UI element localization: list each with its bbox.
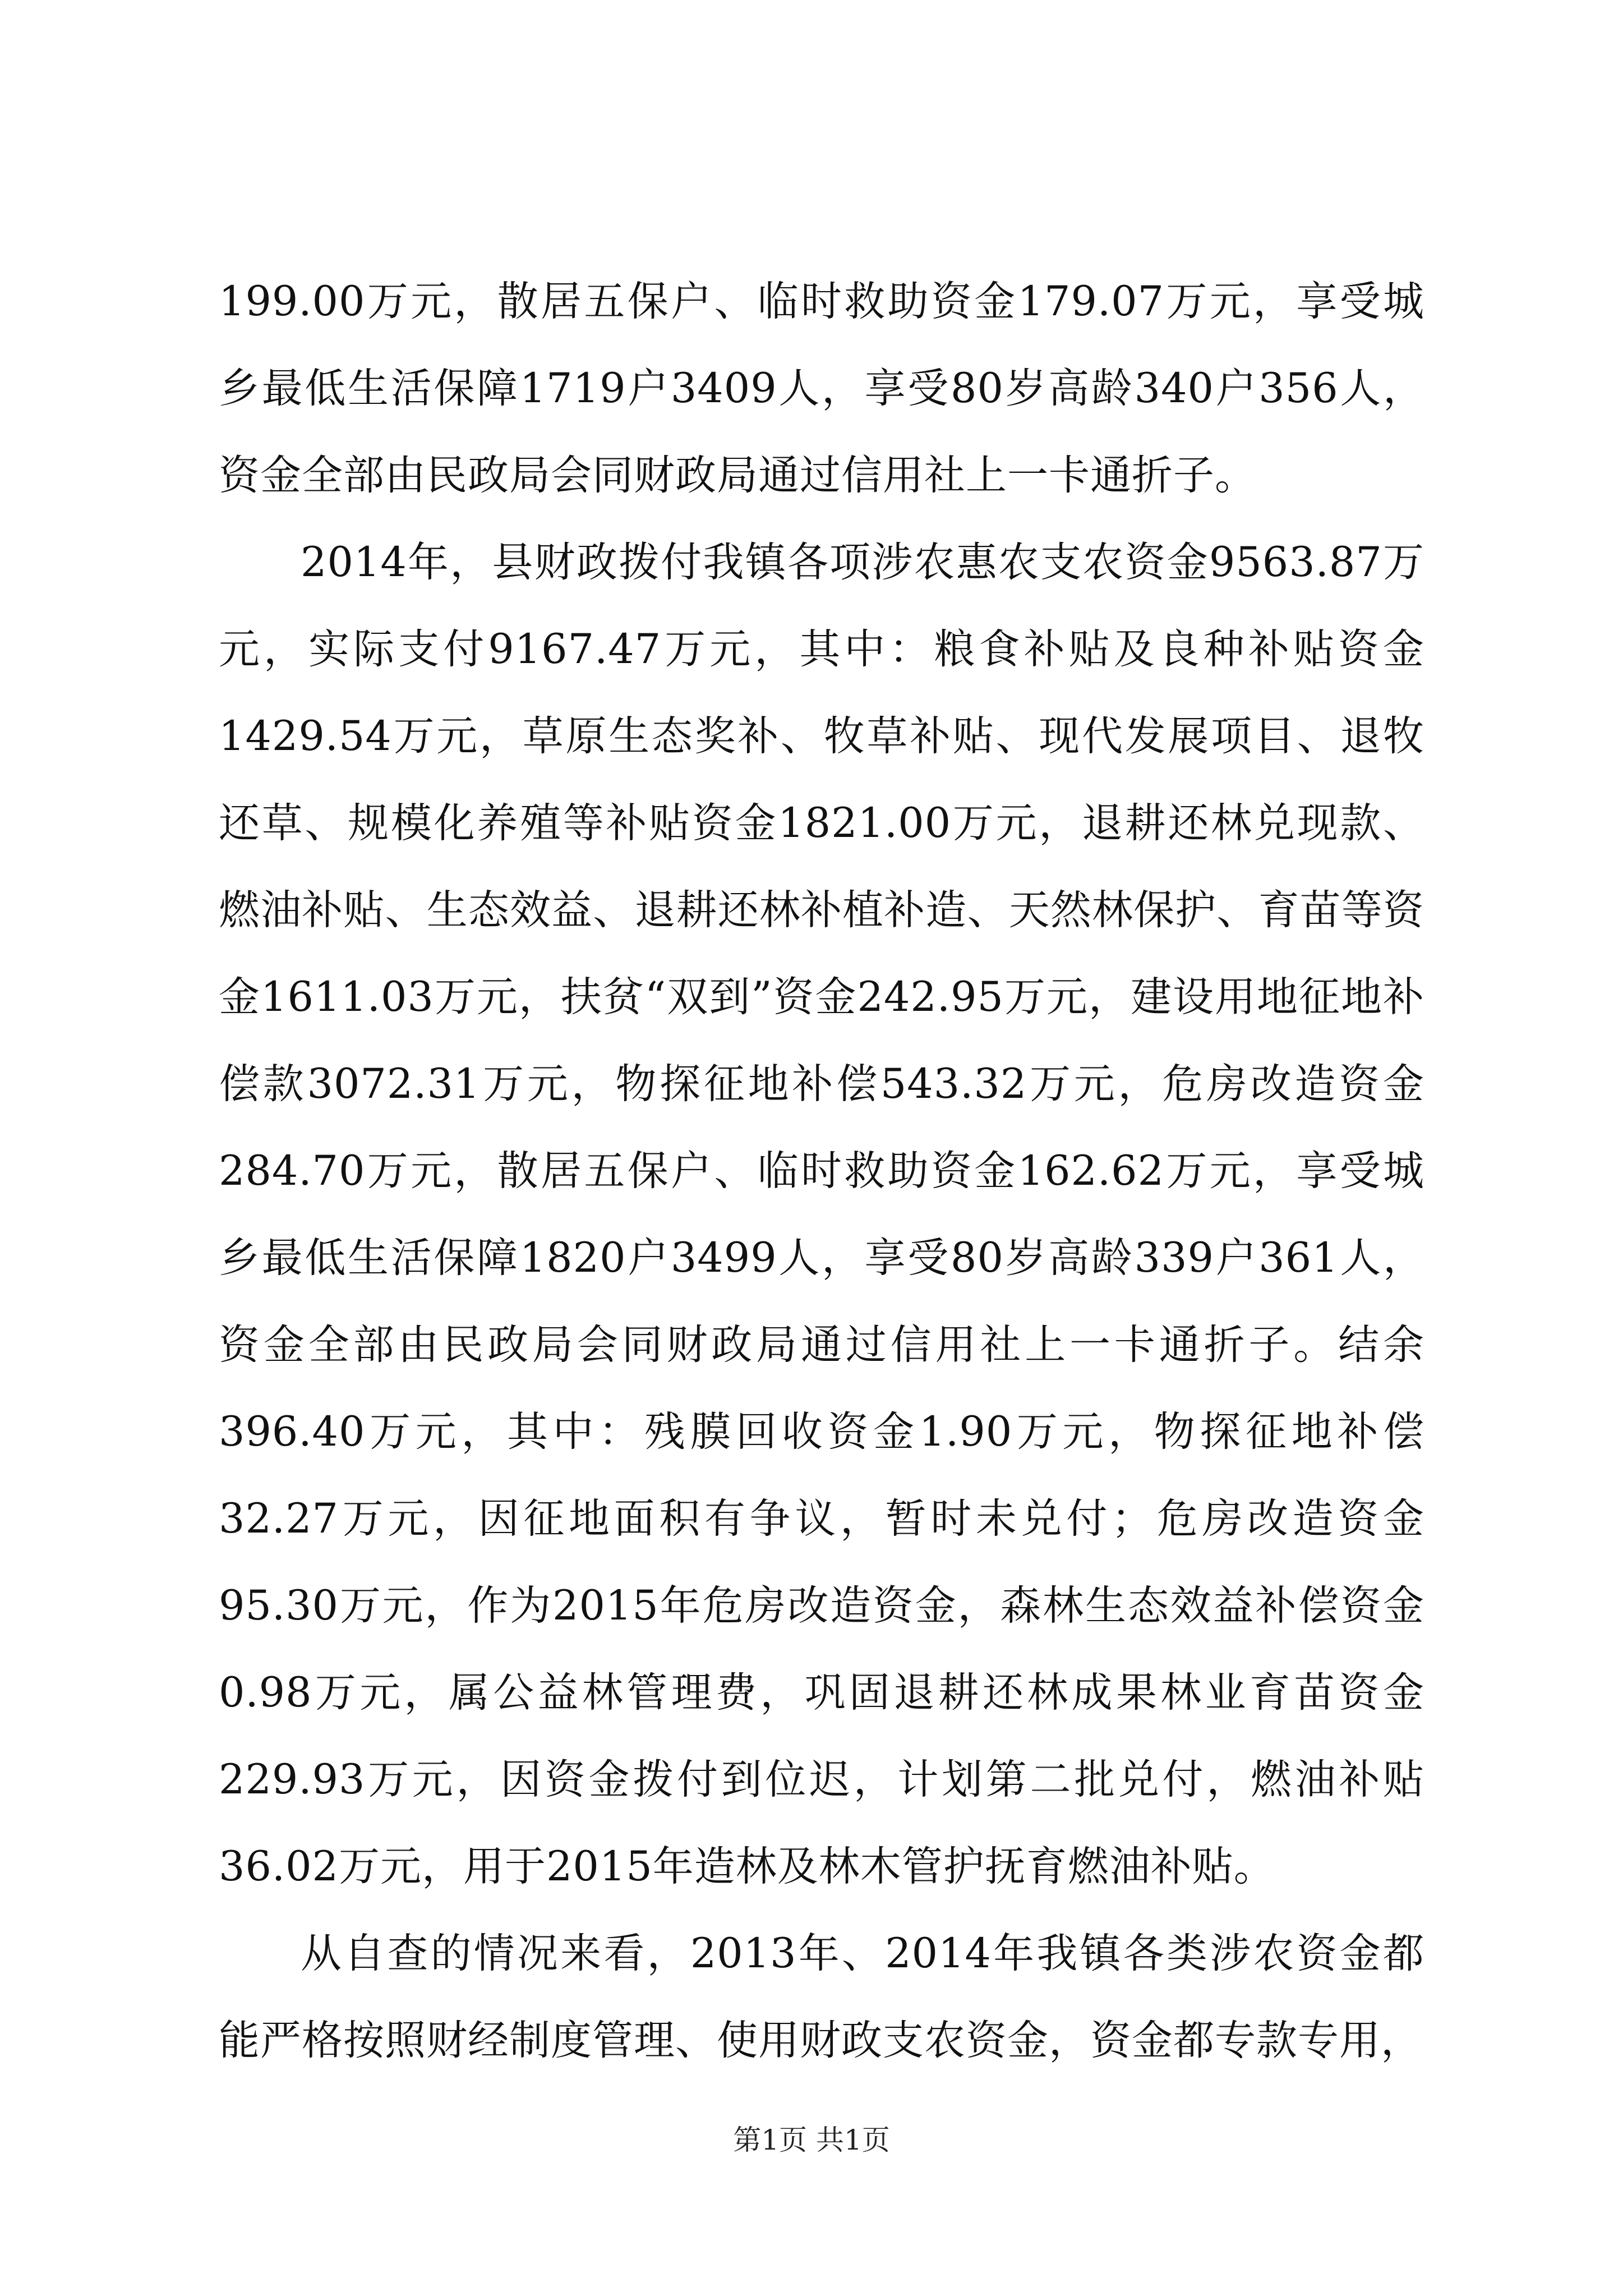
paragraph-continued: 199.00万元，散居五保户、临时救助资金179.07万元，享受城乡最低生活保障1719户3409人，享受80岁高龄340户356人，资金全部由民政局会同财政局通过信用社上一卡通折子。 — [219, 278, 1424, 499]
paragraph-self-inspection: 从自查的情况来看，2013年、2014年我镇各类涉农资金都能严格按照财经制度管理、使用财政支农资金，资金都专款专用， — [219, 1930, 1424, 2064]
page-footer: 第1页 共1页 — [733, 2124, 890, 2156]
paragraph-2014-funds: 2014年，县财政拨付我镇各项涉农惠农支农资金9563.87万元，实际支付9167.47万元，其中：粮食补贴及良种补贴资金1429.54万元，草原生态奖补、牧草补贴、现代发展项目、退牧还草、规模化养殖等补贴资金1821.00万元，退耕还林兑现款、燃油补贴、生态效益、退耕还林补植补造、天然林保护、育苗等资金1611.03万元，扶贫“双到”资金242.95万元，建设用地征地补偿款3072.31万元，物探征地补偿543.32万元，危房改造资金284.70万元，散居五保户、临时救助资金162.62万元，享受城乡最低生活保障1820户3499人，享受80岁高龄339户361人，资金全部由民政局会同财政局通过信用社上一卡通折子。结余396.40万元，其中：残膜回收资金1.90万元，物探征地补偿32.27万元，因征地面积有争议，暂时未兑付；危房改造资金95.30万元，作为2015年危房改造资金，森林生态效益补偿资金0.98万元，属公益林管理费，巩固退耕还林成果林业育苗资金229.93万元，因资金拨付到位迟，计划第二批兑付，燃油补贴36.02万元，用于2015年造林及林木管护抚育燃油补贴。 — [219, 539, 1424, 1890]
document-body — [219, 258, 1424, 2084]
